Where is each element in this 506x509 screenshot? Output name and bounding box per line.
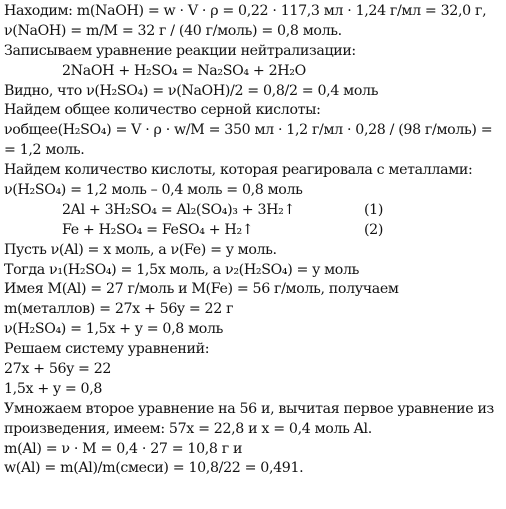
system-equation-2: 1,5x + y = 0,8 — [4, 380, 103, 397]
text-line: Видно, что ν(H₂SO₄) = ν(NaOH)/2 = 0,8/2 = 0,4 моль — [4, 82, 379, 99]
text-line: ν(H₂SO₄) = 1,2 моль – 0,4 моль = 0,8 моль — [4, 182, 303, 199]
text-line: произведения, имеем: 57x = 22,8 и x = 0,4 моль Al. — [4, 420, 372, 437]
equation-2-number: (2) — [364, 221, 384, 238]
text-line: ν(H₂SO₄) = 1,5x + y = 0,8 моль — [4, 321, 223, 338]
text-line: w(Al) = m(Al)/m(смеси) = 10,8/22 = 0,491. — [4, 460, 304, 477]
text-line: Пусть ν(Al) = x моль, а ν(Fe) = y моль. — [4, 241, 277, 258]
text-line: Имея M(Al) = 27 г/моль и M(Fe) = 56 г/моль, получаем — [4, 281, 399, 298]
text-line: ν(NaOH) = m/M = 32 г / (40 г/моль) = 0,8 моль. — [4, 22, 342, 39]
text-line: Решаем систему уравнений: — [4, 341, 210, 358]
equation-1 — [4, 201, 502, 221]
text-line: Находим: m(NaOH) = w · V · ρ = 0,22 · 117,3 мл · 1,24 г/мл = 32,0 г, — [4, 3, 487, 19]
equation-1-text: 2Al + 3H₂SO₄ = Al₂(SO₄)₃ + 3H₂↑ — [62, 201, 296, 218]
equation-2-text: Fe + H₂SO₄ = FeSO₄ + H₂↑ — [62, 221, 254, 238]
text-line: Умножаем второе уравнение на 56 и, вычитая первое уравнение из — [4, 400, 494, 417]
text-line: Найдем общее количество серной кислоты: — [4, 102, 321, 119]
equation-1-number: (1) — [364, 201, 384, 218]
text-line: Записываем уравнение реакции нейтрализации: — [4, 42, 356, 59]
text-line: = 1,2 моль. — [4, 142, 85, 159]
system-equation-1: 27x + 56y = 22 — [4, 361, 112, 378]
equation-2 — [4, 221, 502, 241]
text-line: m(металлов) = 27x + 56y = 22 г — [4, 301, 234, 318]
equation-neutralization: 2NaOH + H₂SO₄ = Na₂SO₄ + 2H₂O — [62, 62, 306, 79]
text-line: Найдем количество кислоты, которая реагировала с металлами: — [4, 162, 473, 179]
text-line: m(Al) = ν · M = 0,4 · 27 = 10,8 г и — [4, 440, 243, 457]
text-line: Тогда ν₁(H₂SO₄) = 1,5x моль, а ν₂(H₂SO₄) = y моль — [4, 261, 359, 278]
text-line: νобщее(H₂SO₄) = V · ρ · w/M = 350 мл · 1,2 г/мл · 0,28 / (98 г/моль) = — [4, 122, 493, 139]
